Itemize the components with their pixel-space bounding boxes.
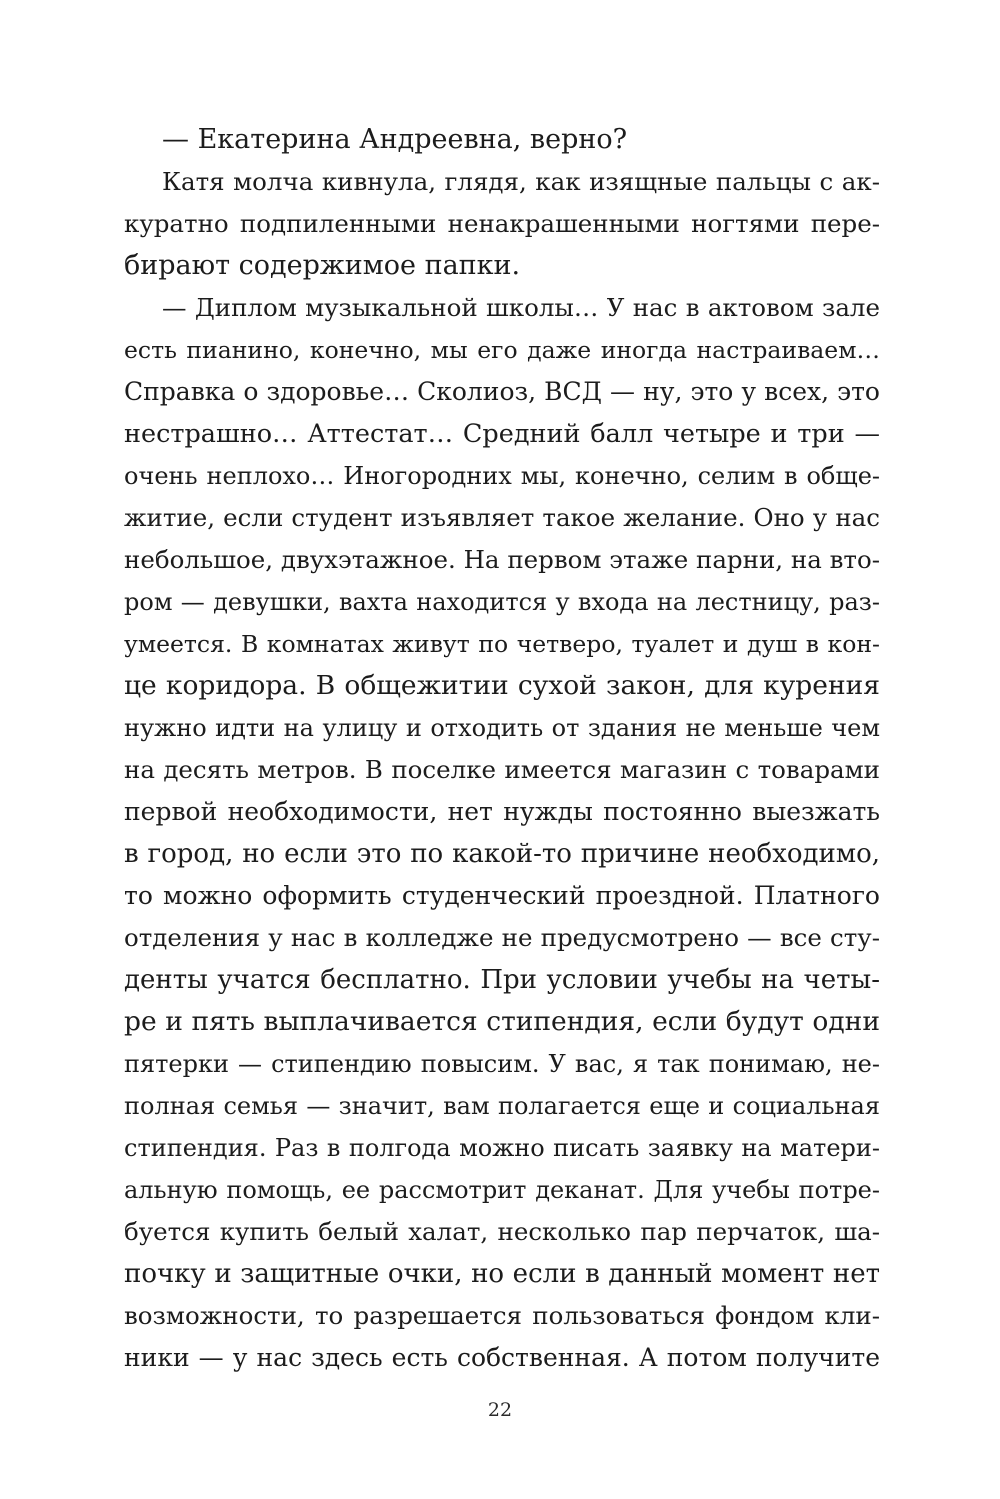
text-line: це коридора. В общежитии сухой закон, для курения	[124, 670, 880, 701]
text-line: очень неплохо… Иногородних мы, конечно, селим в обще-	[124, 462, 880, 490]
text-line: нужно идти на улицу и отходить от здания не меньше чем	[124, 714, 880, 742]
text-line: есть пианино, конечно, мы его даже иногда настраиваем…	[124, 336, 880, 364]
text-line: альную помощь, ее рассмотрит деканат. Для учебы потре-	[124, 1176, 880, 1204]
body-text	[124, 119, 880, 1379]
text-line: стипендия. Раз в полгода можно писать заявку на матери-	[124, 1134, 880, 1162]
text-line: в город, но если это по какой-то причине необходимо,	[124, 839, 880, 869]
text-line: пятерки — стипендию повысим. У вас, я так понимаю, не-	[124, 1050, 880, 1078]
text-line: Катя молча кивнула, глядя, как изящные пальцы с ак-	[162, 167, 880, 196]
text-line: почку и защитные очки, но если в данный момент нет	[124, 1259, 880, 1289]
text-line: первой необходимости, нет нужды постоянно выезжать	[124, 797, 880, 826]
text-line: умеется. В комнатах живут по четверо, туалет и душ в кон-	[124, 630, 880, 658]
text-line: то можно оформить студенческий проездной. Платного	[124, 881, 880, 910]
text-line: куратно подпиленными ненакрашенными ногтями пере-	[124, 209, 880, 238]
text-line: полная семья — значит, вам полагается еще и социальная	[124, 1092, 880, 1120]
page-number: 22	[487, 1399, 513, 1421]
text-line: бирают содержимое папки.	[124, 250, 521, 281]
text-line: Справка о здоровье… Сколиоз, ВСД — ну, это у всех, это	[124, 377, 880, 406]
text-line: денты учатся бесплатно. При условии учебы на четы-	[124, 965, 880, 995]
text-line: на десять метров. В поселке имеется магазин с товарами	[124, 755, 880, 784]
text-line: — Екатерина Андреевна, верно?	[162, 124, 628, 155]
text-line: житие, если студент изъявляет такое желание. Оно у нас	[124, 503, 880, 532]
text-line: буется купить белый халат, несколько пар перчаток, ша-	[124, 1217, 880, 1246]
text-line: ром — девушки, вахта находится у входа на лестницу, раз-	[124, 588, 880, 616]
text-line: ники — у нас здесь есть собственная. А потом получите	[124, 1343, 880, 1372]
text-line: возможности, то разрешается пользоваться фондом кли-	[124, 1301, 880, 1330]
text-line: ре и пять выплачивается стипендия, если будут одни	[124, 1006, 880, 1037]
text-line: нестрашно… Аттестат… Средний балл четыре и три —	[124, 419, 880, 449]
text-line: небольшое, двухэтажное. На первом этаже парни, на вто-	[124, 545, 880, 574]
text-line: — Диплом музыкальной школы… У нас в актовом зале	[162, 293, 880, 322]
text-line: отделения у нас в колледже не предусмотрено — все сту-	[124, 923, 880, 952]
